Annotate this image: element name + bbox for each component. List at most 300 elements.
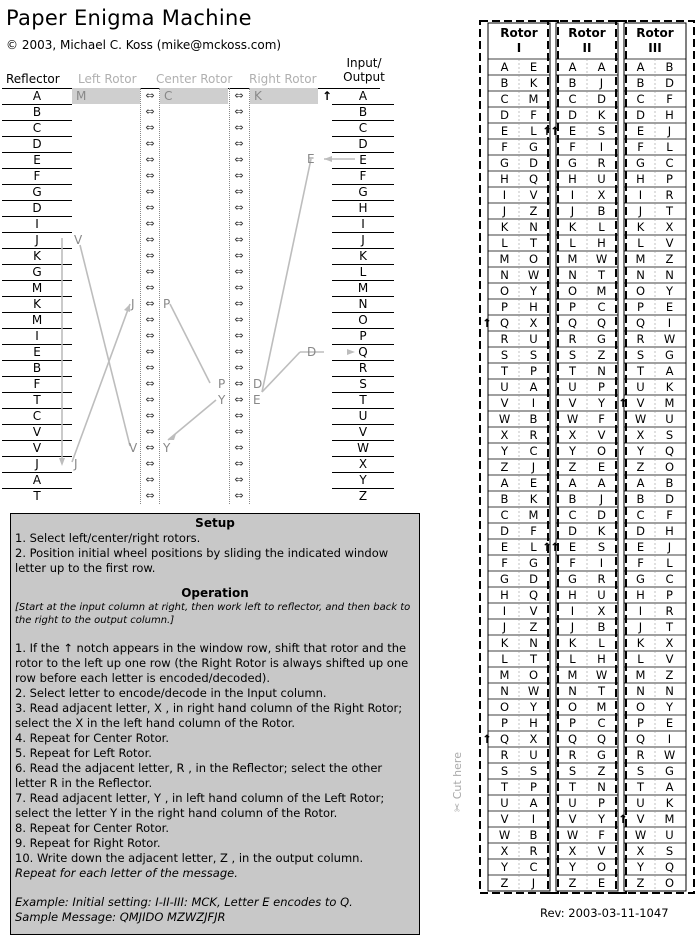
rotor-right-letter[interactable]: Z xyxy=(665,252,674,266)
rotor-left-letter[interactable]: P xyxy=(637,300,644,314)
rotor-left-letter[interactable]: Q xyxy=(635,316,646,330)
rotor-left-letter[interactable]: Y xyxy=(500,860,509,874)
rotor-right-letter[interactable]: P xyxy=(666,588,673,602)
rotor-left-letter[interactable]: M xyxy=(635,252,646,266)
reflector-cell[interactable]: B xyxy=(32,361,42,375)
rotor-left-letter[interactable]: D xyxy=(568,108,577,122)
rotor-right-letter[interactable]: J xyxy=(531,460,536,474)
reflector-cell[interactable]: E xyxy=(33,345,41,359)
rotor-left-letter[interactable]: P xyxy=(501,716,508,730)
rotor-right-letter[interactable]: M xyxy=(528,508,539,522)
rotor-left-letter[interactable]: V xyxy=(636,812,645,826)
rotor-right-letter[interactable]: L xyxy=(666,556,673,570)
rotor-left-letter[interactable]: L xyxy=(569,236,576,250)
reflector-cell[interactable]: K xyxy=(33,297,41,311)
rotor-right-letter[interactable]: Z xyxy=(529,204,538,218)
rotor-left-letter[interactable]: E xyxy=(636,124,645,138)
rotor-left-letter[interactable]: L xyxy=(637,236,644,250)
rotor-left-letter[interactable]: I xyxy=(502,604,507,618)
rotor-left-letter[interactable]: G xyxy=(636,156,645,170)
rotor-right-letter[interactable]: B xyxy=(529,412,538,426)
rotor-left-letter[interactable]: B xyxy=(568,76,577,90)
reflector-cell[interactable]: V xyxy=(32,441,42,455)
rotor-right-letter[interactable]: W xyxy=(527,268,540,282)
rotor-right-letter[interactable]: H xyxy=(665,108,674,122)
rotor-left-letter[interactable]: B xyxy=(568,492,577,506)
rotor-right-letter[interactable]: N xyxy=(529,220,538,234)
rotor-right-letter[interactable]: Z xyxy=(665,668,674,682)
rotor-right-letter[interactable]: T xyxy=(665,620,674,634)
io-cell[interactable]: M xyxy=(357,281,369,295)
rotor-left-letter[interactable]: X xyxy=(636,844,645,858)
rotor-right-letter[interactable]: Q xyxy=(528,172,539,186)
rotor-right-letter[interactable]: H xyxy=(665,524,674,538)
rotor-left-letter[interactable]: I xyxy=(570,188,575,202)
rotor-left-letter[interactable]: S xyxy=(500,764,509,778)
rotor-right-letter[interactable]: G xyxy=(665,764,674,778)
reflector-cell[interactable]: C xyxy=(32,409,42,423)
rotor-right-letter[interactable]: X xyxy=(665,636,674,650)
io-cell[interactable]: C xyxy=(358,121,368,135)
rotor-left-letter[interactable]: A xyxy=(636,476,645,490)
rotor-right-letter[interactable]: V xyxy=(665,236,674,250)
reflector-cell[interactable]: A xyxy=(32,473,42,487)
rotor-right-letter[interactable]: G xyxy=(597,332,606,346)
rotor-left-letter[interactable]: T xyxy=(500,364,509,378)
rotor-left-letter[interactable]: S xyxy=(568,764,577,778)
rotor-right-letter[interactable]: M xyxy=(664,396,675,410)
reflector-cell[interactable]: J xyxy=(35,457,39,471)
rotor-right-letter[interactable]: R xyxy=(665,188,674,202)
rotor-right-letter[interactable]: R xyxy=(665,604,674,618)
rotor-right-letter[interactable]: L xyxy=(530,540,537,554)
rotor-right-letter[interactable]: J xyxy=(531,876,536,890)
reflector-cell[interactable]: D xyxy=(32,201,42,215)
rotor-left-letter[interactable]: X xyxy=(568,844,577,858)
reflector-cell[interactable]: K xyxy=(33,249,41,263)
rotor-left-letter[interactable]: D xyxy=(636,524,645,538)
rotor-left-letter[interactable]: D xyxy=(568,524,577,538)
rotor-left-letter[interactable]: C xyxy=(636,508,645,522)
rotor-right-letter[interactable]: H xyxy=(597,236,606,250)
rotor-right-letter[interactable]: I xyxy=(599,556,604,570)
reflector-cell[interactable]: T xyxy=(33,393,41,407)
rotor-left-letter[interactable]: V xyxy=(500,396,509,410)
rotor-right-letter[interactable]: G xyxy=(529,140,538,154)
rotor-left-letter[interactable]: X xyxy=(500,844,509,858)
rotor-left-letter[interactable]: Q xyxy=(567,732,578,746)
rotor-right-letter[interactable]: D xyxy=(597,92,606,106)
rotor-right-letter[interactable]: Y xyxy=(597,812,606,826)
rotor-left-letter[interactable]: U xyxy=(500,796,509,810)
reflector-cell[interactable]: G xyxy=(32,185,42,199)
rotor-right-letter[interactable]: Q xyxy=(664,860,675,874)
rotor-right-letter[interactable]: K xyxy=(597,108,606,122)
rotor-right-letter[interactable]: M xyxy=(596,284,607,298)
rotor-left-letter[interactable]: F xyxy=(501,140,508,154)
rotor-left-letter[interactable]: O xyxy=(635,700,646,714)
rotor-right-letter[interactable]: K xyxy=(665,380,674,394)
rotor-right-letter[interactable]: T xyxy=(529,652,538,666)
rotor-right-letter[interactable]: O xyxy=(528,252,539,266)
rotor-left-letter[interactable]: U xyxy=(636,796,645,810)
rotor-right-letter[interactable]: U xyxy=(529,748,538,762)
reflector-cell[interactable]: I xyxy=(35,217,39,231)
rotor-left-letter[interactable]: N xyxy=(568,268,577,282)
rotor-right-letter[interactable]: Z xyxy=(529,620,538,634)
rotor-right-letter[interactable]: C xyxy=(529,860,538,874)
rotor-right-letter[interactable]: H xyxy=(529,716,538,730)
rotor-right-letter[interactable]: Q xyxy=(596,732,607,746)
rotor-left-letter[interactable]: A xyxy=(500,476,509,490)
rotor-left-letter[interactable]: W xyxy=(566,412,579,426)
rotor-left-letter[interactable]: Y xyxy=(568,860,577,874)
rotor-left-letter[interactable]: Z xyxy=(636,876,645,890)
rotor-right-letter[interactable]: Z xyxy=(597,764,606,778)
rotor-right-letter[interactable]: R xyxy=(529,428,538,442)
rotor-right-letter[interactable]: C xyxy=(597,716,606,730)
rotor-right-letter[interactable]: Z xyxy=(597,348,606,362)
rotor-right-letter[interactable]: A xyxy=(529,380,538,394)
rotor-right-letter[interactable]: S xyxy=(597,540,606,554)
rotor-left-letter[interactable]: D xyxy=(500,108,509,122)
rotor-left-letter[interactable]: J xyxy=(502,204,507,218)
rotor-left-letter[interactable]: M xyxy=(499,252,510,266)
rotor-right-letter[interactable]: J xyxy=(599,76,604,90)
rotor-left-letter[interactable]: W xyxy=(634,412,647,426)
io-cell[interactable]: D xyxy=(358,137,368,151)
rotor-right-letter[interactable]: Y xyxy=(529,284,538,298)
reflector-cell[interactable]: T xyxy=(33,489,41,503)
rotor-right-letter[interactable]: W xyxy=(663,332,676,346)
rotor-left-letter[interactable]: S xyxy=(636,348,645,362)
rotor-right-letter[interactable]: H xyxy=(529,300,538,314)
rotor-left-letter[interactable]: E xyxy=(636,540,645,554)
rotor-right-letter[interactable]: F xyxy=(530,108,537,122)
rotor-left-letter[interactable]: J xyxy=(570,620,575,634)
rotor-right-letter[interactable]: P xyxy=(666,172,673,186)
rotor-right-letter[interactable]: U xyxy=(597,172,606,186)
rotor-right-letter[interactable]: Y xyxy=(665,284,674,298)
rotor-left-letter[interactable]: P xyxy=(501,300,508,314)
rotor-right-letter[interactable]: I xyxy=(531,812,536,826)
rotor-left-letter[interactable]: L xyxy=(637,652,644,666)
rotor-right-letter[interactable]: M xyxy=(664,812,675,826)
rotor-right-letter[interactable]: A xyxy=(665,364,674,378)
rotor-right-letter[interactable]: X xyxy=(665,220,674,234)
rotor-left-letter[interactable]: F xyxy=(637,140,644,154)
rotor-left-letter[interactable]: F xyxy=(569,556,576,570)
rotor-left-letter[interactable]: P xyxy=(569,300,576,314)
io-cell[interactable]: A xyxy=(358,89,368,103)
rotor-right-letter[interactable]: S xyxy=(529,348,538,362)
rotor-right-letter[interactable]: J xyxy=(667,540,672,554)
rotor-right-letter[interactable]: Q xyxy=(664,444,675,458)
rotor-left-letter[interactable]: R xyxy=(568,748,577,762)
io-cell[interactable]: E xyxy=(359,153,367,167)
reflector-cell[interactable]: G xyxy=(32,265,42,279)
rotor-right-letter[interactable]: W xyxy=(527,684,540,698)
rotor-right-letter[interactable]: I xyxy=(667,316,672,330)
reflector-cell[interactable]: M xyxy=(31,313,43,327)
rotor-right-letter[interactable]: B xyxy=(597,620,606,634)
rotor-left-letter[interactable]: Y xyxy=(636,444,645,458)
rotor-right-letter[interactable]: N xyxy=(529,636,538,650)
rotor-left-letter[interactable]: I xyxy=(570,604,575,618)
rotor-left-letter[interactable]: A xyxy=(568,60,577,74)
rotor-left-letter[interactable]: W xyxy=(498,828,511,842)
rotor-right-letter[interactable]: N xyxy=(597,364,606,378)
rotor-right-letter[interactable]: F xyxy=(666,508,673,522)
rotor-left-letter[interactable]: M xyxy=(635,668,646,682)
reflector-cell[interactable]: V xyxy=(32,425,42,439)
reflector-cell[interactable]: A xyxy=(32,89,42,103)
rotor-right-letter[interactable]: I xyxy=(599,140,604,154)
rotor-left-letter[interactable]: Y xyxy=(568,444,577,458)
rotor-left-letter[interactable]: E xyxy=(500,540,509,554)
io-cell[interactable]: N xyxy=(358,297,368,311)
rotor-right-letter[interactable]: R xyxy=(597,572,606,586)
rotor-right-letter[interactable]: F xyxy=(598,828,605,842)
rotor-right-letter[interactable]: A xyxy=(529,796,538,810)
rotor-left-letter[interactable]: G xyxy=(500,156,509,170)
reflector-cell[interactable]: J xyxy=(35,233,39,247)
rotor-right-letter[interactable]: U xyxy=(529,332,538,346)
rotor-left-letter[interactable]: V xyxy=(636,396,645,410)
rotor-right-letter[interactable]: U xyxy=(665,828,674,842)
io-cell[interactable]: H xyxy=(358,201,368,215)
rotor-right-letter[interactable]: J xyxy=(667,124,672,138)
rotor-left-letter[interactable]: Q xyxy=(499,316,510,330)
rotor-left-letter[interactable]: E xyxy=(568,124,577,138)
reflector-cell[interactable]: F xyxy=(33,169,41,183)
rotor-left-letter[interactable]: B xyxy=(500,492,509,506)
rotor-left-letter[interactable]: K xyxy=(500,636,509,650)
rotor-right-letter[interactable]: F xyxy=(666,92,673,106)
rotor-left-letter[interactable]: U xyxy=(636,380,645,394)
rotor-left-letter[interactable]: F xyxy=(501,556,508,570)
rotor-right-letter[interactable]: X xyxy=(597,604,606,618)
io-cell[interactable]: X xyxy=(358,457,368,471)
rotor-left-letter[interactable]: R xyxy=(568,332,577,346)
io-cell[interactable]: Y xyxy=(359,473,367,487)
rotor-right-letter[interactable]: O xyxy=(596,860,607,874)
rotor-left-letter[interactable]: S xyxy=(568,348,577,362)
rotor-right-letter[interactable]: O xyxy=(664,460,675,474)
rotor-left-letter[interactable]: M xyxy=(499,668,510,682)
rotor-left-letter[interactable]: H xyxy=(636,588,645,602)
rotor-left-letter[interactable]: C xyxy=(636,92,645,106)
rotor-left-letter[interactable]: X xyxy=(636,428,645,442)
rotor-right-letter[interactable]: V xyxy=(529,188,538,202)
rotor-left-letter[interactable]: D xyxy=(636,108,645,122)
rotor-left-letter[interactable]: P xyxy=(637,716,644,730)
rotor-right-letter[interactable]: A xyxy=(597,60,606,74)
rotor-left-letter[interactable]: C xyxy=(500,508,509,522)
io-cell[interactable]: I xyxy=(361,217,365,231)
io-cell[interactable]: S xyxy=(359,377,367,391)
reflector-cell[interactable]: E xyxy=(33,153,41,167)
rotor-left-letter[interactable]: G xyxy=(568,572,577,586)
reflector-cell[interactable]: M xyxy=(31,281,43,295)
rotor-left-letter[interactable]: R xyxy=(500,332,509,346)
rotor-right-letter[interactable]: P xyxy=(530,780,537,794)
io-cell[interactable]: Z xyxy=(358,489,368,503)
rotor-left-letter[interactable]: M xyxy=(567,252,578,266)
rotor-right-letter[interactable]: M xyxy=(528,92,539,106)
rotor-left-letter[interactable]: P xyxy=(569,716,576,730)
io-cell[interactable]: O xyxy=(358,313,368,327)
rotor-left-letter[interactable]: C xyxy=(500,92,509,106)
io-cell[interactable]: R xyxy=(358,361,368,375)
rotor-left-letter[interactable]: Q xyxy=(635,732,646,746)
rotor-right-letter[interactable]: Y xyxy=(529,700,538,714)
rotor-right-letter[interactable]: P xyxy=(530,364,537,378)
reflector-cell[interactable]: F xyxy=(33,377,41,391)
rotor-left-letter[interactable]: Q xyxy=(499,732,510,746)
rotor-right-letter[interactable]: M xyxy=(596,700,607,714)
rotor-left-letter[interactable]: M xyxy=(567,668,578,682)
rotor-left-letter[interactable]: O xyxy=(499,284,510,298)
rotor-right-letter[interactable]: V xyxy=(597,844,606,858)
rotor-right-letter[interactable]: C xyxy=(665,156,674,170)
rotor-left-letter[interactable]: G xyxy=(636,572,645,586)
rotor-right-letter[interactable]: Q xyxy=(528,588,539,602)
rotor-left-letter[interactable]: Z xyxy=(636,460,645,474)
rotor-right-letter[interactable]: J xyxy=(599,492,604,506)
rotor-right-letter[interactable]: N xyxy=(597,780,606,794)
rotor-left-letter[interactable]: R xyxy=(636,748,645,762)
io-cell[interactable]: G xyxy=(358,185,368,199)
rotor-left-letter[interactable]: K xyxy=(636,220,645,234)
rotor-right-letter[interactable]: L xyxy=(598,220,605,234)
rotor-left-letter[interactable]: U xyxy=(568,380,577,394)
rotor-left-letter[interactable]: H xyxy=(500,588,509,602)
rotor-left-letter[interactable]: I xyxy=(502,188,507,202)
rotor-right-letter[interactable]: D xyxy=(665,492,674,506)
rotor-right-letter[interactable]: T xyxy=(529,236,538,250)
rotor-left-letter[interactable]: Y xyxy=(500,444,509,458)
rotor-right-letter[interactable]: C xyxy=(665,572,674,586)
rotor-left-letter[interactable]: N xyxy=(500,268,509,282)
rotor-right-letter[interactable]: E xyxy=(665,716,674,730)
rotor-left-letter[interactable]: W xyxy=(498,412,511,426)
rotor-right-letter[interactable]: V xyxy=(529,604,538,618)
rotor-right-letter[interactable]: S xyxy=(597,124,606,138)
rotor-right-letter[interactable]: K xyxy=(529,76,538,90)
rotor-right-letter[interactable]: S xyxy=(665,844,674,858)
rotor-right-letter[interactable]: U xyxy=(597,588,606,602)
io-cell[interactable]: U xyxy=(358,409,368,423)
rotor-right-letter[interactable]: N xyxy=(665,268,674,282)
rotor-left-letter[interactable]: K xyxy=(568,220,577,234)
rotor-left-letter[interactable]: B xyxy=(500,76,509,90)
rotor-right-letter[interactable]: O xyxy=(664,876,675,890)
reflector-cell[interactable]: C xyxy=(32,121,42,135)
io-cell[interactable]: B xyxy=(358,105,368,119)
rotor-left-letter[interactable]: V xyxy=(568,812,577,826)
rotor-right-letter[interactable]: L xyxy=(530,124,537,138)
rotor-left-letter[interactable]: T xyxy=(568,780,577,794)
rotor-left-letter[interactable]: H xyxy=(636,172,645,186)
rotor-right-letter[interactable]: O xyxy=(596,444,607,458)
rotor-right-letter[interactable]: K xyxy=(529,492,538,506)
rotor-right-letter[interactable]: B xyxy=(529,828,538,842)
rotor-right-letter[interactable]: K xyxy=(597,524,606,538)
rotor-right-letter[interactable]: Q xyxy=(596,316,607,330)
rotor-left-letter[interactable]: W xyxy=(634,828,647,842)
rotor-left-letter[interactable]: L xyxy=(501,652,508,666)
rotor-right-letter[interactable]: Y xyxy=(665,700,674,714)
rotor-left-letter[interactable]: H xyxy=(500,172,509,186)
io-cell[interactable]: Q xyxy=(358,345,368,359)
rotor-right-letter[interactable]: X xyxy=(529,732,538,746)
rotor-left-letter[interactable]: Y xyxy=(636,860,645,874)
rotor-right-letter[interactable]: U xyxy=(665,412,674,426)
reflector-cell[interactable]: B xyxy=(32,105,42,119)
io-cell[interactable]: K xyxy=(359,249,367,263)
rotor-left-letter[interactable]: R xyxy=(636,332,645,346)
rotor-left-letter[interactable]: K xyxy=(568,636,577,650)
rotor-right-letter[interactable]: E xyxy=(665,300,674,314)
rotor-left-letter[interactable]: N xyxy=(500,684,509,698)
io-cell[interactable]: J xyxy=(361,233,365,247)
rotor-right-letter[interactable]: W xyxy=(595,252,608,266)
rotor-left-letter[interactable]: K xyxy=(500,220,509,234)
rotor-right-letter[interactable]: R xyxy=(529,844,538,858)
io-cell[interactable]: F xyxy=(359,169,367,183)
rotor-right-letter[interactable]: G xyxy=(597,748,606,762)
io-cell[interactable]: L xyxy=(359,265,367,279)
rotor-right-letter[interactable]: P xyxy=(598,380,605,394)
rotor-left-letter[interactable]: J xyxy=(502,620,507,634)
rotor-right-letter[interactable]: F xyxy=(530,524,537,538)
io-cell[interactable]: W xyxy=(357,441,369,455)
rotor-left-letter[interactable]: O xyxy=(567,284,578,298)
rotor-right-letter[interactable]: H xyxy=(597,652,606,666)
rotor-left-letter[interactable]: O xyxy=(567,700,578,714)
rotor-left-letter[interactable]: F xyxy=(637,556,644,570)
rotor-right-letter[interactable]: D xyxy=(597,508,606,522)
rotor-right-letter[interactable]: S xyxy=(529,764,538,778)
rotor-left-letter[interactable]: N xyxy=(636,268,645,282)
rotor-left-letter[interactable]: B xyxy=(636,492,645,506)
rotor-left-letter[interactable]: O xyxy=(635,284,646,298)
rotor-right-letter[interactable]: R xyxy=(597,156,606,170)
rotor-left-letter[interactable]: X xyxy=(568,428,577,442)
io-cell[interactable]: V xyxy=(358,425,368,439)
rotor-left-letter[interactable]: R xyxy=(500,748,509,762)
rotor-left-letter[interactable]: H xyxy=(568,172,577,186)
rotor-right-letter[interactable]: D xyxy=(529,572,538,586)
rotor-right-letter[interactable]: L xyxy=(666,140,673,154)
rotor-left-letter[interactable]: N xyxy=(636,684,645,698)
rotor-left-letter[interactable]: X xyxy=(500,428,509,442)
rotor-left-letter[interactable]: J xyxy=(570,204,575,218)
rotor-right-letter[interactable]: A xyxy=(665,780,674,794)
rotor-right-letter[interactable]: X xyxy=(597,188,606,202)
rotor-left-letter[interactable]: A xyxy=(500,60,509,74)
rotor-right-letter[interactable]: G xyxy=(529,556,538,570)
rotor-right-letter[interactable]: B xyxy=(665,476,674,490)
rotor-left-letter[interactable]: E xyxy=(500,124,509,138)
rotor-left-letter[interactable]: C xyxy=(568,92,577,106)
rotor-right-letter[interactable]: T xyxy=(665,204,674,218)
rotor-left-letter[interactable]: E xyxy=(568,540,577,554)
rotor-left-letter[interactable]: Z xyxy=(500,876,509,890)
rotor-left-letter[interactable]: I xyxy=(638,188,643,202)
rotor-left-letter[interactable]: J xyxy=(638,204,643,218)
